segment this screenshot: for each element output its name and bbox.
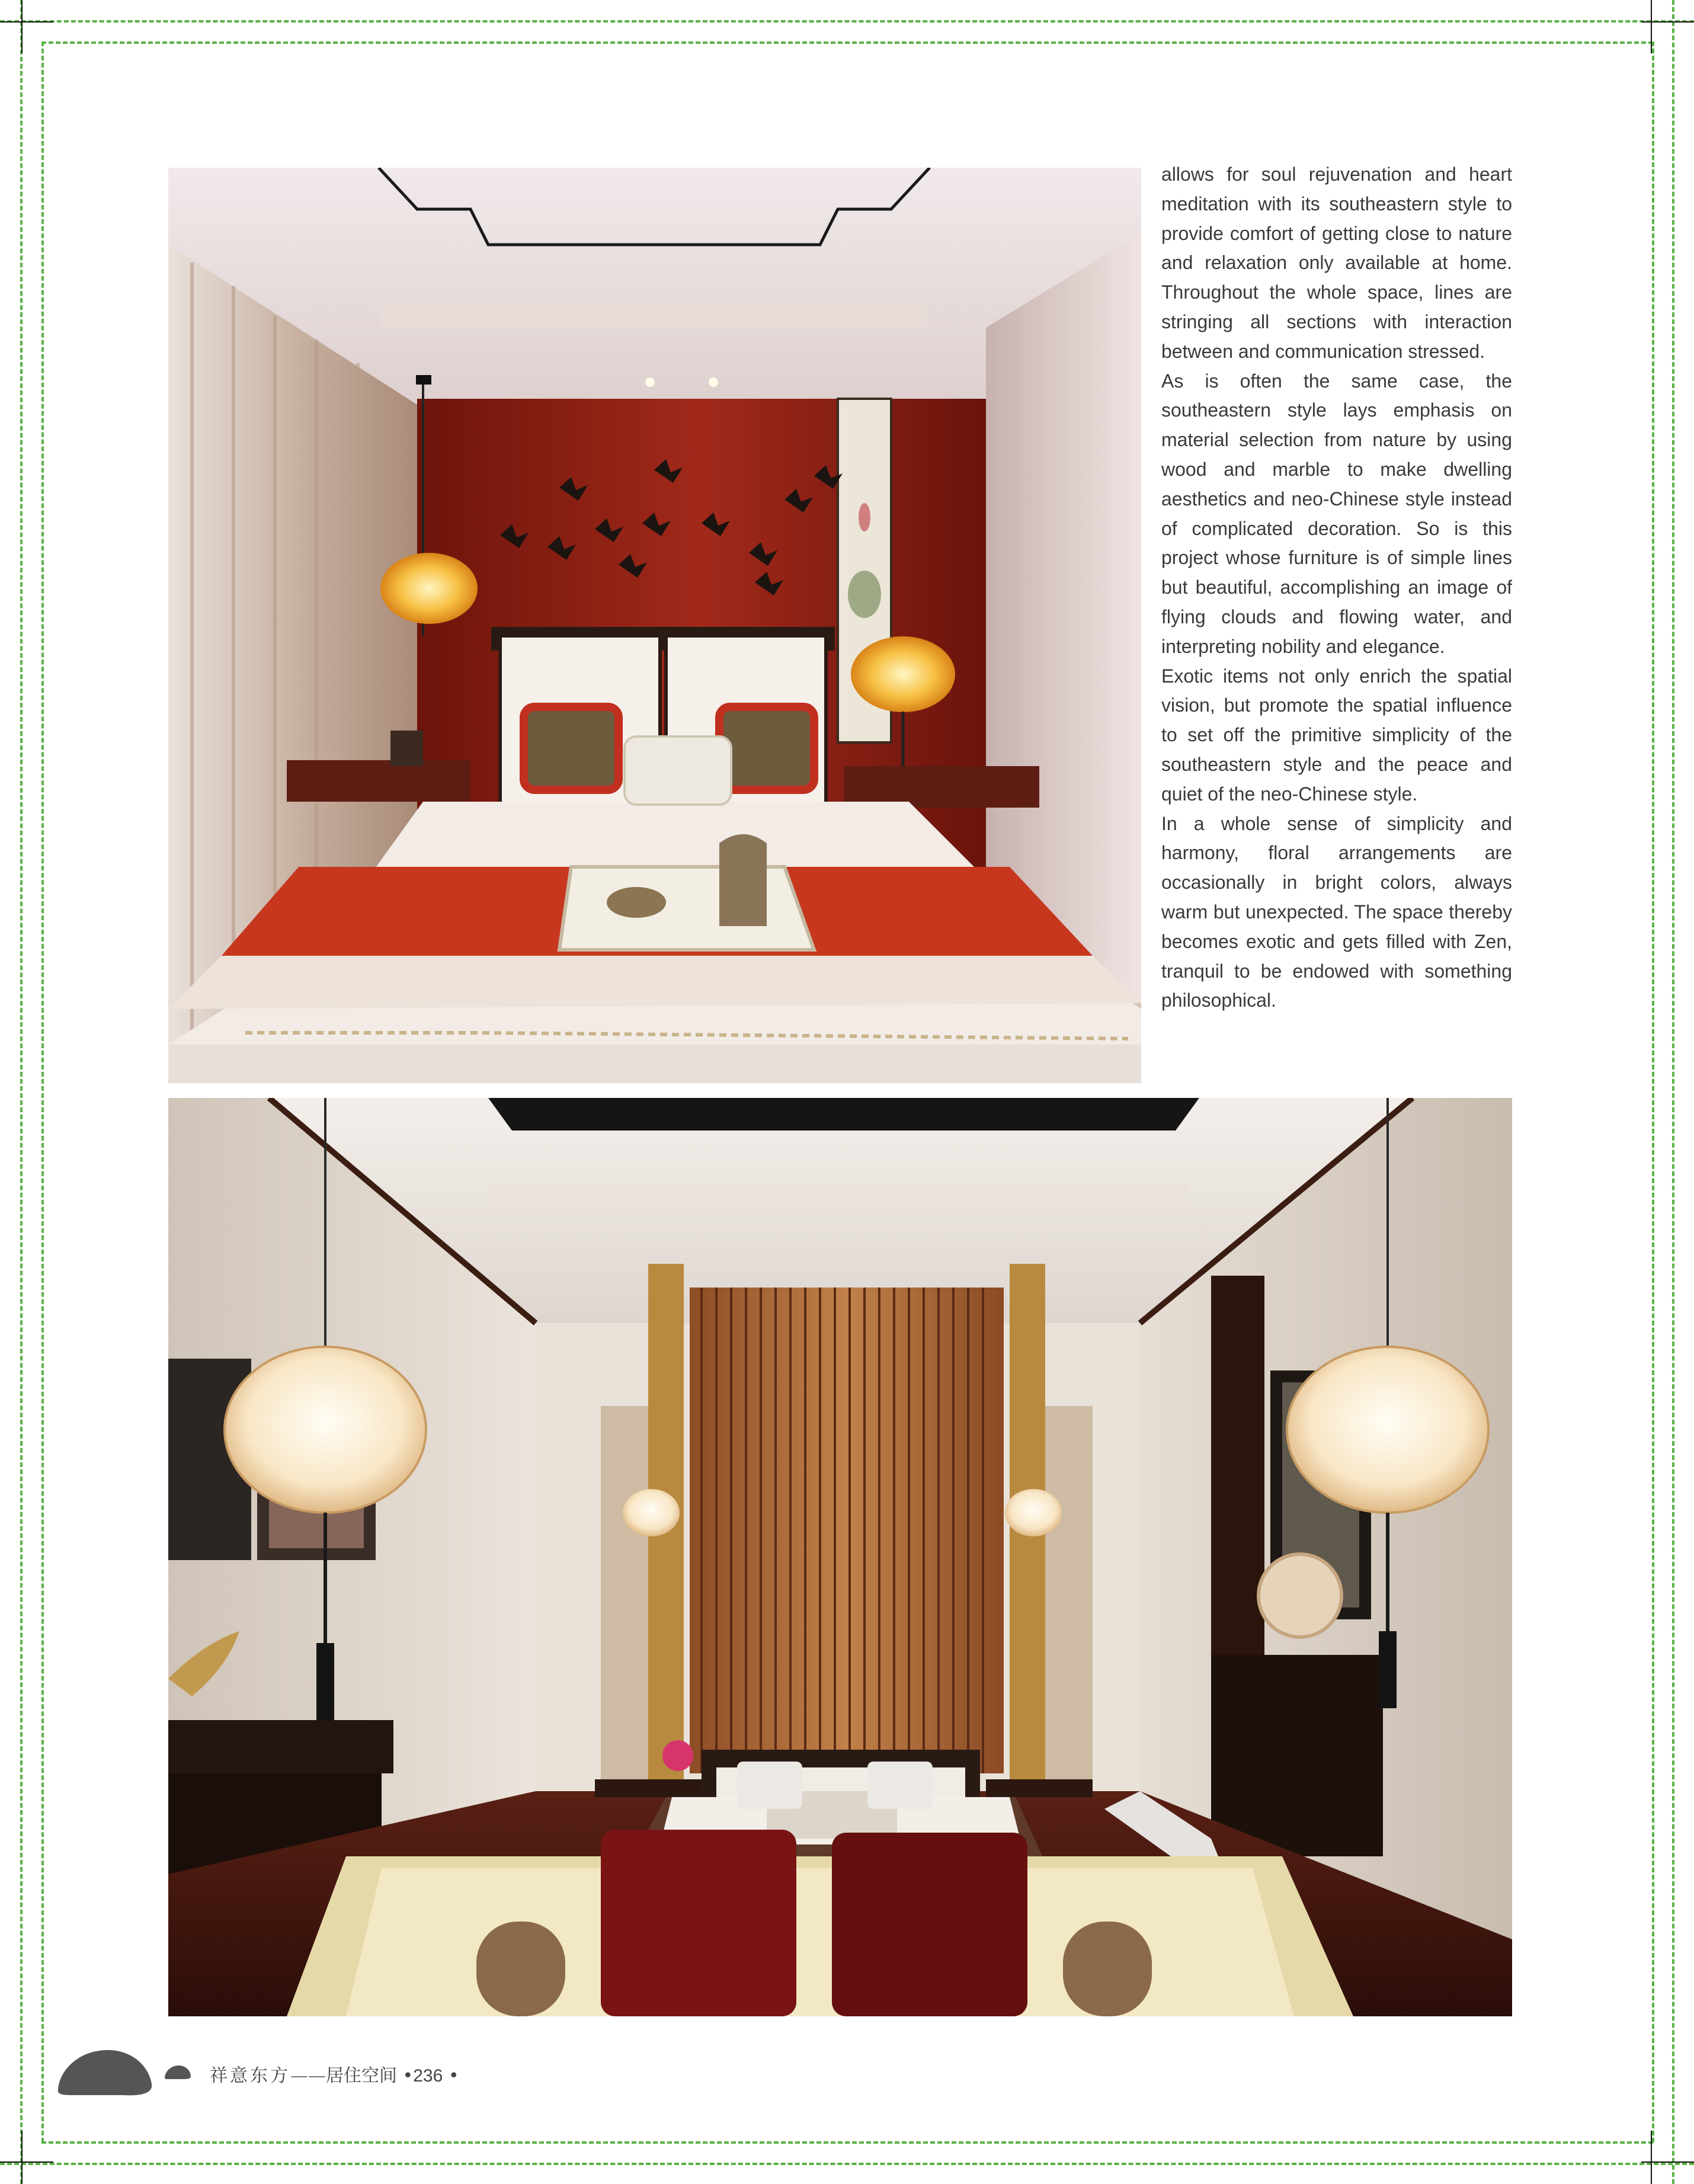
crop-mark	[0, 2161, 53, 2163]
crop-mark	[0, 21, 53, 23]
frame-top-outer	[0, 20, 1694, 23]
series-title: 祥意东方	[210, 2065, 290, 2086]
crop-mark	[1651, 0, 1652, 53]
page-number: 236	[413, 2066, 443, 2086]
crop-mark	[1651, 2131, 1652, 2184]
bullet-glyph: •	[448, 2065, 459, 2086]
crop-mark	[1641, 2161, 1694, 2163]
crop-mark	[21, 0, 23, 53]
frame-bottom-outer	[0, 2163, 1694, 2165]
frame-left-inner	[41, 41, 44, 2143]
bedroom-photo-red-wall	[168, 168, 1141, 1083]
page-footer	[53, 2043, 587, 2102]
crop-mark	[1641, 21, 1694, 23]
article-text	[1161, 160, 1512, 1084]
frame-right-inner	[1652, 41, 1654, 2143]
bullet-glyph: •	[402, 2065, 414, 2086]
pebble-icon	[164, 2064, 192, 2080]
ink-stone-icon	[53, 2048, 154, 2096]
bedroom-photo-lanterns	[168, 1098, 1512, 2016]
article-paragraph: As is often the same case, the southeastern style lays emphasis on material selection from nature by using wood and marble to make dwelling aesthetics and neo-Chinese style instead of complicated decoration. So is this project whose furniture is of simple lines but beautiful, accomplishing an image of flying clouds and flowing water, and interpreting nobility and elegance.	[1161, 370, 1512, 657]
crop-mark	[21, 2131, 23, 2184]
footer-separator: ——	[290, 2065, 326, 2086]
frame-right-outer	[1672, 0, 1674, 2184]
article-paragraph: Exotic items not only enrich the spatial vision, but promote the spatial influence to set off the primitive simplicity of the southeastern style and the peace and quiet of the neo-Chinese style.	[1161, 665, 1512, 805]
section-name: 居住空间	[326, 2065, 397, 2086]
footer-caption	[210, 2061, 459, 2087]
article-paragraph: In a whole sense of simplicity and harmony, floral arrangements are occasionally in bright colors, always warm but unexpected. The space thereby becomes exotic and gets filled with Zen, tranquil to be endowed with something philosophical.	[1161, 812, 1512, 1011]
article-paragraph: allows for soul rejuvenation and heart meditation with its southeastern style to provide comfort of getting close to nature and relaxation only available at home. Throughout the whole space, lines are stringing all sections with interaction between and communication stressed.	[1161, 164, 1512, 362]
frame-bottom-inner	[41, 2141, 1653, 2144]
frame-top-inner	[41, 41, 1653, 44]
frame-left-outer	[20, 0, 23, 2184]
